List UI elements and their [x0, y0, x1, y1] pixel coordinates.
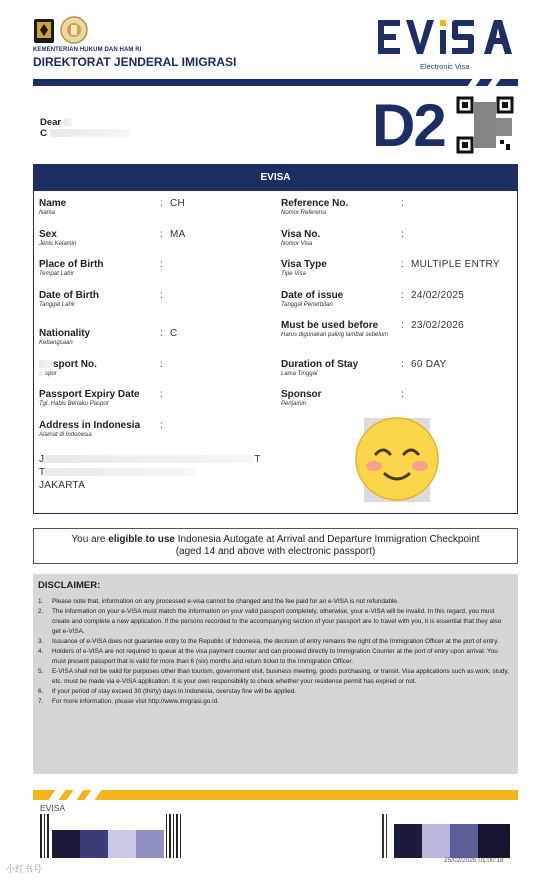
field-passport-no [39, 359, 97, 378]
field-value: 60 DAY [411, 359, 447, 370]
visa-index-code: D2 [372, 92, 445, 159]
disclaimer-item: 5. E-VISA shall not be valid for purposes other than tourism, government visit, business meeting, goods purchasing, or transit. Visa applications such as work, study, etc. must be made via e-VISA application. It is your own responsibility to check whether your residence permit has expired or not. [38, 668, 509, 685]
field-sublabel: Tipe Visa [281, 271, 306, 277]
disclaimer-title: DISCLAIMER: [38, 580, 101, 591]
field-label: Nationality [39, 328, 91, 339]
field-sublabel: Nomor Referensi [281, 210, 327, 216]
field-reference-no [281, 198, 348, 217]
field-label: Reference No. [281, 198, 349, 209]
barcode-left [40, 814, 185, 858]
field-visa-type [281, 259, 327, 278]
footer-gold-bar [33, 790, 518, 800]
field-name [39, 198, 66, 217]
field-value: 24/02/2025 [411, 290, 465, 301]
field-sex [39, 229, 76, 248]
garuda-emblem-icon [33, 18, 55, 44]
field-label: Date of Birth [39, 290, 99, 301]
ministry-name: KEMENTERIAN HUKUM DAN HAM RI [33, 47, 142, 53]
field-label: Name [39, 198, 67, 209]
autogate-eligibility-notice: You are eligible to use Indonesia Autogate at Arrival and Departure Immigration Checkpoint (aged 14 and above with electronic passport) [33, 528, 518, 564]
evisa-logo [378, 14, 518, 62]
field-duration-of-stay [281, 359, 358, 378]
field-address [39, 420, 140, 439]
field-sublabel: Alamat di Indonesia [39, 432, 92, 438]
header-divider [33, 79, 518, 86]
field-date-of-birth [39, 290, 99, 309]
field-sublabel: Tanggal Penerbitan [281, 302, 333, 308]
field-label: Visa No. [281, 229, 321, 240]
field-sublabel: Tgl. Habis Berlaku Paspor [39, 401, 109, 407]
field-sublabel: Nomor Visa [281, 241, 313, 247]
field-label: Sex [39, 229, 57, 240]
field-sublabel: Tempat Lahir [39, 271, 74, 277]
field-value: MA [170, 229, 186, 240]
platform-watermark: 小红书号 [6, 864, 43, 874]
document-header [0, 0, 551, 90]
field-sublabel: Tanggal Lahir [39, 302, 76, 308]
disclaimer-item: 1. Please note that, information on any processed e-visa cannot be changed and the fee paid for an e-VISA is not refundable. [38, 598, 399, 605]
disclaimer-item: 4. Holders of e-VISA are not required to queue at the visa payment counter and can proceed directly to Immigration Counter at the port of entry upon arrival. You must present passport that is valid for more than 6 (six) months and return ticket to the Immigration Officer. [38, 648, 498, 665]
disclaimer-list [38, 597, 512, 707]
field-must-be-used-before [281, 320, 391, 339]
disclaimer-item: 6. If your period of stay exceed 30 (thirty) days in Indonesia, overstay fine will be applied. [38, 688, 297, 695]
greeting-line-2: C [40, 128, 47, 139]
disclaimer-item: 2. The information on your e-VISA must match the information on your valid passport completely, otherwise, your e-VISA will be invalid. In this regard, you must create and complete a new application. If the persons recorded to the accompanying section of your passport are to travel with you, it is essential that they also get e-VISA. [38, 608, 502, 635]
field-sublabel: spor [45, 371, 57, 378]
greeting-line-1: Dear [40, 117, 62, 128]
barcode-right [380, 814, 515, 858]
disclaimer-item: 3. Issuance of e-VISA does not guarantee entry to the Republic of Indonesia, the decision of entry remains the right of the Immigration Officer at the port of entry. [38, 638, 499, 645]
field-value: CH [170, 198, 186, 209]
field-sublabel: Harus digunakan paling lambat sebelum [281, 332, 389, 338]
field-label: Must be used before [281, 320, 379, 331]
address-value: J T T JAKARTA [39, 454, 261, 491]
disclaimer-item: 7. For more information, please visit http://www.imigrasi.go.id. [38, 698, 219, 705]
field-label: Address in Indonesia [39, 420, 141, 431]
footer-evisa-label: EVISA [40, 803, 66, 813]
field-sublabel: Kebangsaan [39, 340, 73, 346]
field-value: MULTIPLE ENTRY [411, 259, 500, 270]
immigration-seal-icon [60, 16, 88, 44]
disclaimer-panel [33, 574, 518, 774]
field-sublabel: Penjamin [281, 401, 307, 407]
field-label: Date of issue [281, 290, 344, 301]
field-sublabel: Lama Tinggal [281, 371, 318, 377]
field-label: Duration of Stay [281, 359, 359, 370]
evisa-details-card: EVISA Name Nama : CH Sex Jenis Kelamin : MA Place of Birth Tempat Lahir : Date of Birth Tanggal Lahir : Nationality Kebangsaan : C sport No. spor : Passport Expiry Date Tgl. Habis Berlaku Paspor : Address in Indonesia Alamat di Indonesia : J T T JAKARTA Reference No. Nomor Referensi : Visa No. Nomor Visa : Visa Type Tipe Visa : MULTIPLE ENTRY Date of issue Tanggal Penerbitan : 24/02/2025 Must be used before Harus digunakan paling lambat sebelum : 23/02/2026 Duration of Stay Lama Tinggal : 60 DAY Sponsor Penjamin : [33, 164, 518, 514]
field-label: Visa Type [281, 259, 327, 270]
field-label: sport No. [53, 359, 97, 370]
field-date-of-issue [281, 290, 343, 309]
directorate-name: DIREKTORAT JENDERAL IMIGRASI [33, 55, 237, 69]
field-visa-no [281, 229, 320, 248]
field-sublabel: Jenis Kelamin [39, 241, 77, 247]
greeting [40, 117, 130, 139]
generated-timestamp: 25/02/2025 01:00:18 [444, 857, 504, 864]
field-value: C [170, 328, 178, 339]
card-title: EVISA [34, 165, 517, 191]
field-sponsor [281, 389, 322, 408]
qr-code-icon [456, 96, 514, 154]
field-passport-expiry [39, 389, 140, 408]
field-label: Sponsor [281, 389, 322, 400]
field-place-of-birth [39, 259, 103, 278]
field-value: 23/02/2026 [411, 320, 465, 331]
field-label: Place of Birth [39, 259, 104, 270]
field-label: Passport Expiry Date [39, 389, 140, 400]
evisa-logo-subtitle: Electronic Visa [420, 62, 470, 71]
field-sublabel: Nama [39, 210, 56, 216]
smiley-face-sticker-icon [352, 416, 442, 502]
field-nationality [39, 328, 90, 347]
